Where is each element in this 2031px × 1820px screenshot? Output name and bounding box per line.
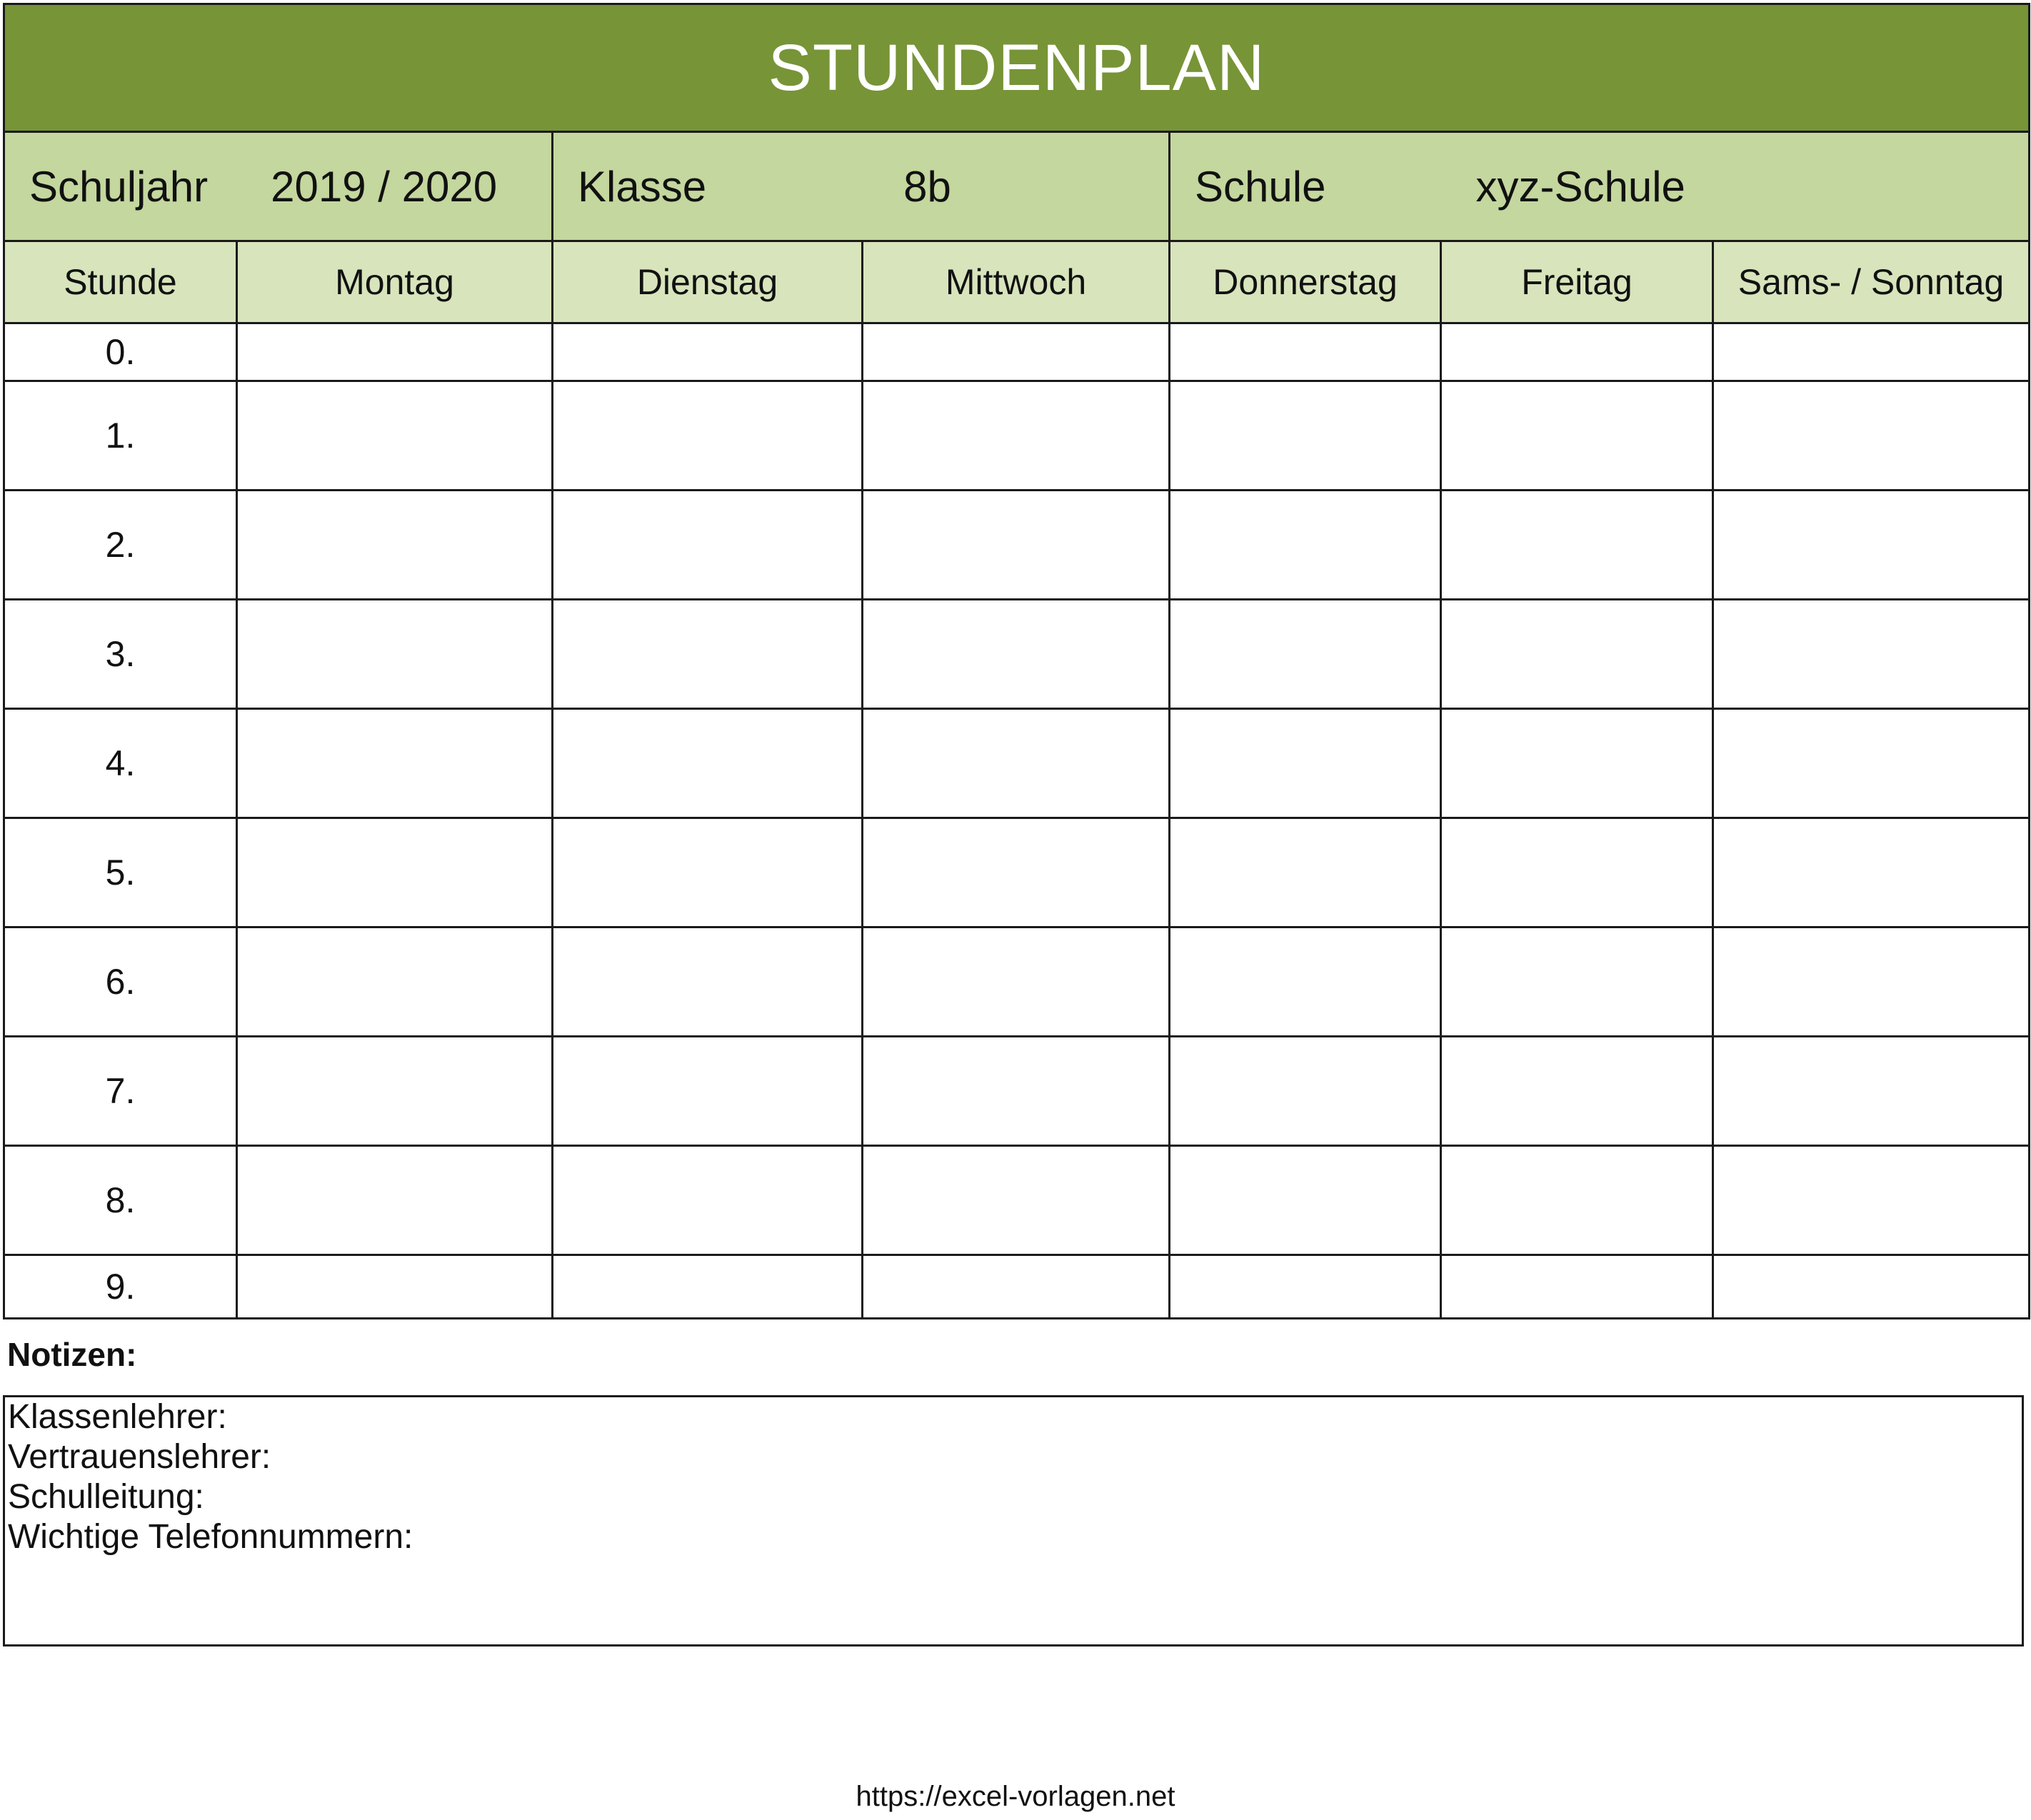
slot-montag[interactable] [237,600,553,709]
slot-donnerstag[interactable] [1170,1146,1441,1255]
period-row [4,927,2030,1037]
slot-dienstag[interactable] [553,927,863,1037]
slot-mittwoch[interactable] [863,600,1170,709]
period-row [4,323,2030,381]
slot-wochenende[interactable] [1713,927,2030,1037]
header-dienstag: Dienstag [553,241,863,323]
slot-dienstag[interactable] [553,818,863,927]
period-row [4,600,2030,709]
header-mittwoch: Mittwoch [863,241,1170,323]
header-wochenende: Sams- / Sonntag [1713,241,2030,323]
slot-mittwoch[interactable] [863,323,1170,381]
slot-donnerstag[interactable] [1170,600,1441,709]
page-title: STUNDENPLAN [4,4,2030,132]
slot-donnerstag[interactable] [1170,323,1441,381]
slot-montag[interactable] [237,323,553,381]
notes-line-schulleitung: Schulleitung: [8,1478,204,1516]
period-row [4,1037,2030,1146]
period-row [4,1255,2030,1319]
slot-montag[interactable] [237,927,553,1037]
header-donnerstag: Donnerstag [1170,241,1441,323]
slot-freitag[interactable] [1441,323,1713,381]
slot-freitag[interactable] [1441,600,1713,709]
period-row [4,1146,2030,1255]
period-row [4,709,2030,818]
header-freitag: Freitag [1441,241,1713,323]
slot-wochenende[interactable] [1713,1255,2030,1319]
slot-mittwoch[interactable] [863,381,1170,491]
period-number: 8. [4,1146,237,1255]
slot-freitag[interactable] [1441,709,1713,818]
slot-wochenende[interactable] [1713,491,2030,600]
notes-line-telefonnummern: Wichtige Telefonnummern: [8,1518,413,1556]
slot-mittwoch[interactable] [863,491,1170,600]
slot-donnerstag[interactable] [1170,818,1441,927]
notes-line-vertrauenslehrer: Vertrauenslehrer: [8,1438,271,1476]
slot-dienstag[interactable] [553,709,863,818]
slot-freitag[interactable] [1441,1146,1713,1255]
period-number: 3. [4,600,237,709]
period-row [4,381,2030,491]
header-montag: Montag [237,241,553,323]
slot-donnerstag[interactable] [1170,491,1441,600]
notes-line-klassenlehrer: Klassenlehrer: [8,1398,227,1436]
slot-montag[interactable] [237,1146,553,1255]
period-number: 1. [4,381,237,491]
slot-mittwoch[interactable] [863,1146,1170,1255]
schule-label: Schule [1195,162,1326,211]
slot-freitag[interactable] [1441,1037,1713,1146]
klasse-cell[interactable] [553,132,1170,241]
slot-mittwoch[interactable] [863,709,1170,818]
timetable [3,3,2030,1319]
notes-box[interactable] [3,1395,2024,1646]
slot-montag[interactable] [237,491,553,600]
slot-donnerstag[interactable] [1170,1037,1441,1146]
schule-cell[interactable] [1170,132,2030,241]
slot-wochenende[interactable] [1713,600,2030,709]
period-number: 0. [4,323,237,381]
period-row [4,818,2030,927]
slot-montag[interactable] [237,381,553,491]
schule-value[interactable]: xyz-Schule [1475,162,1685,211]
slot-mittwoch[interactable] [863,1037,1170,1146]
slot-dienstag[interactable] [553,1037,863,1146]
slot-dienstag[interactable] [553,381,863,491]
slot-wochenende[interactable] [1713,1037,2030,1146]
period-row [4,491,2030,600]
footer-url[interactable]: https://excel-vorlagen.net [856,1781,1175,1812]
slot-dienstag[interactable] [553,600,863,709]
slot-montag[interactable] [237,1255,553,1319]
klasse-label: Klasse [578,162,707,211]
slot-wochenende[interactable] [1713,381,2030,491]
slot-montag[interactable] [237,818,553,927]
slot-donnerstag[interactable] [1170,1255,1441,1319]
slot-wochenende[interactable] [1713,818,2030,927]
period-number: 4. [4,709,237,818]
notes-title: Notizen: [7,1336,137,1373]
slot-mittwoch[interactable] [863,1255,1170,1319]
slot-montag[interactable] [237,1037,553,1146]
period-number: 9. [4,1255,237,1319]
schuljahr-label: Schuljahr [29,162,209,211]
header-row [4,241,2030,323]
slot-freitag[interactable] [1441,491,1713,600]
slot-mittwoch[interactable] [863,927,1170,1037]
slot-freitag[interactable] [1441,381,1713,491]
slot-wochenende[interactable] [1713,709,2030,818]
period-number: 2. [4,491,237,600]
slot-montag[interactable] [237,709,553,818]
slot-donnerstag[interactable] [1170,709,1441,818]
slot-mittwoch[interactable] [863,818,1170,927]
period-number: 5. [4,818,237,927]
slot-donnerstag[interactable] [1170,381,1441,491]
slot-freitag[interactable] [1441,818,1713,927]
slot-freitag[interactable] [1441,927,1713,1037]
slot-wochenende[interactable] [1713,323,2030,381]
header-stunde: Stunde [4,241,237,323]
slot-dienstag[interactable] [553,491,863,600]
slot-donnerstag[interactable] [1170,927,1441,1037]
klasse-value[interactable]: 8b [903,162,951,211]
slot-wochenende[interactable] [1713,1146,2030,1255]
slot-dienstag[interactable] [553,323,863,381]
period-number: 6. [4,927,237,1037]
slot-freitag[interactable] [1441,1255,1713,1319]
slot-dienstag[interactable] [553,1255,863,1319]
slot-dienstag[interactable] [553,1146,863,1255]
schuljahr-value[interactable]: 2019 / 2020 [271,162,498,211]
schuljahr-cell[interactable] [4,132,553,241]
period-number: 7. [4,1037,237,1146]
